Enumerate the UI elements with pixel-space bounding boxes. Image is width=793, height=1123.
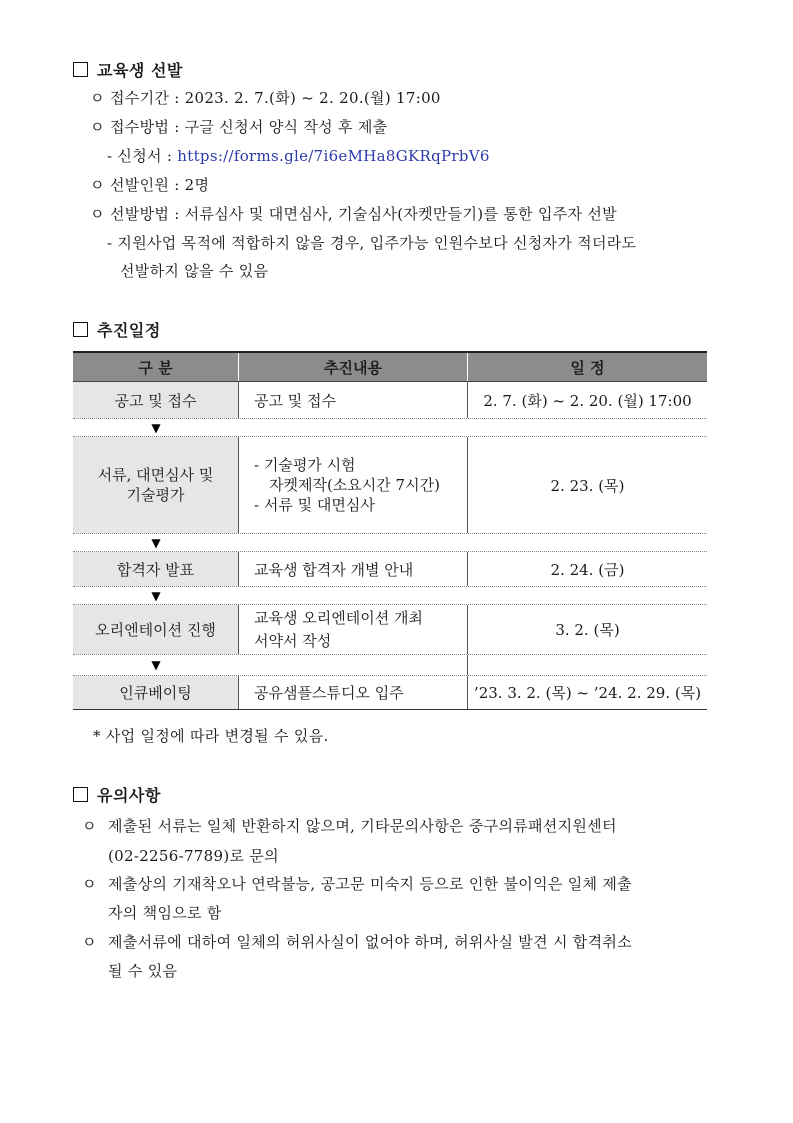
notice-item-cont: 될 수 있음 — [108, 962, 178, 980]
bullet-icon: ㅇ — [90, 89, 105, 107]
checkbox-square-icon — [73, 322, 88, 337]
checkbox-square-icon — [73, 62, 88, 77]
arrow-row — [73, 419, 707, 436]
application-form-line — [107, 145, 490, 166]
down-arrow-icon: ▼ — [151, 658, 161, 672]
selection-note-line1: - 지원사업 목적에 적합하지 않을 경우, 입주가능 인원수보다 신청자가 적더라도 — [107, 234, 637, 252]
down-arrow-icon: ▼ — [151, 588, 161, 603]
table-header-row — [73, 351, 707, 382]
down-arrow-icon: ▼ — [151, 535, 161, 550]
table-row: 합격자 발표 교육생 합격자 개별 안내 2. 24. (금) — [73, 551, 707, 587]
table-row: 인큐베이팅 공유샘플스튜디오 입주 ’23. 3. 2. (목) ~ ’24. 2. 29. (목) — [73, 675, 707, 710]
bullet-icon: ㅇ — [90, 205, 105, 223]
section-title-text: 유의사항 — [97, 786, 161, 805]
checkbox-square-icon — [73, 787, 88, 802]
table-row: 공고 및 접수 공고 및 접수 2. 7. (화) ~ 2. 20. (월) 17:00 — [73, 382, 707, 419]
notice-item: ㅇ 제출된 서류는 일체 반환하지 않으며, 기타문의사항은 중구의류패션지원센터 — [82, 817, 617, 835]
notice-item: ㅇ 제출상의 기재착오나 연락불능, 공고문 미숙지 등으로 인한 불이익은 일체 제출 — [82, 875, 632, 893]
notice-item: ㅇ 제출서류에 대하여 일체의 허위사실이 없어야 하며, 허위사실 발견 시 합격취소 — [82, 933, 632, 951]
section-title-notes — [73, 783, 161, 806]
selection-period: ㅇ 접수기간 : 2023. 2. 7.(화) ~ 2. 20.(월) 17:00 — [90, 89, 441, 107]
header-content: 추진내용 — [239, 353, 468, 381]
application-form-link[interactable]: https://forms.gle/7i6eMHa8GKRqPrbV6 — [177, 147, 490, 165]
arrow-row — [73, 587, 707, 604]
selection-count: ㅇ 선발인원 : 2명 — [90, 176, 210, 194]
arrow-row — [73, 655, 707, 675]
section-title-schedule — [73, 318, 161, 341]
bullet-icon: ㅇ — [82, 817, 97, 835]
table-row: 오리엔테이션 진행 교육생 오리엔테이션 개최 서약서 작성 3. 2. (목) — [73, 604, 707, 655]
bullet-icon: ㅇ — [82, 875, 97, 893]
schedule-footnote: * 사업 일정에 따라 변경될 수 있음. — [93, 727, 329, 745]
table-row: 서류, 대면심사 및 기술평가 - 기술평가 시험 자켓제작(소요시간 7시간) - 서류 및 대면심사 2. 23. (목) — [73, 436, 707, 534]
selection-process: ㅇ 선발방법 : 서류심사 및 대면심사, 기술심사(자켓만들기)를 통한 입주자 선발 — [90, 205, 617, 223]
arrow-row — [73, 534, 707, 551]
section-title-selection — [73, 58, 183, 81]
notice-item-cont: (02-2256-7789)로 문의 — [108, 847, 279, 865]
header-category: 구 분 — [73, 353, 239, 381]
section-title-text: 추진일정 — [97, 321, 161, 340]
down-arrow-icon: ▼ — [151, 420, 161, 435]
selection-method: ㅇ 접수방법 : 구글 신청서 양식 작성 후 제출 — [90, 118, 388, 136]
bullet-icon: ㅇ — [90, 176, 105, 194]
notice-item-cont: 자의 책임으로 함 — [108, 904, 222, 922]
header-date: 일 정 — [468, 353, 707, 381]
bullet-icon: ㅇ — [82, 933, 97, 951]
bullet-icon: ㅇ — [90, 118, 105, 136]
selection-note-line2: 선발하지 않을 수 있음 — [120, 262, 269, 280]
form-label: - 신청서 : — [107, 147, 178, 165]
section-title-text: 교육생 선발 — [97, 61, 183, 80]
